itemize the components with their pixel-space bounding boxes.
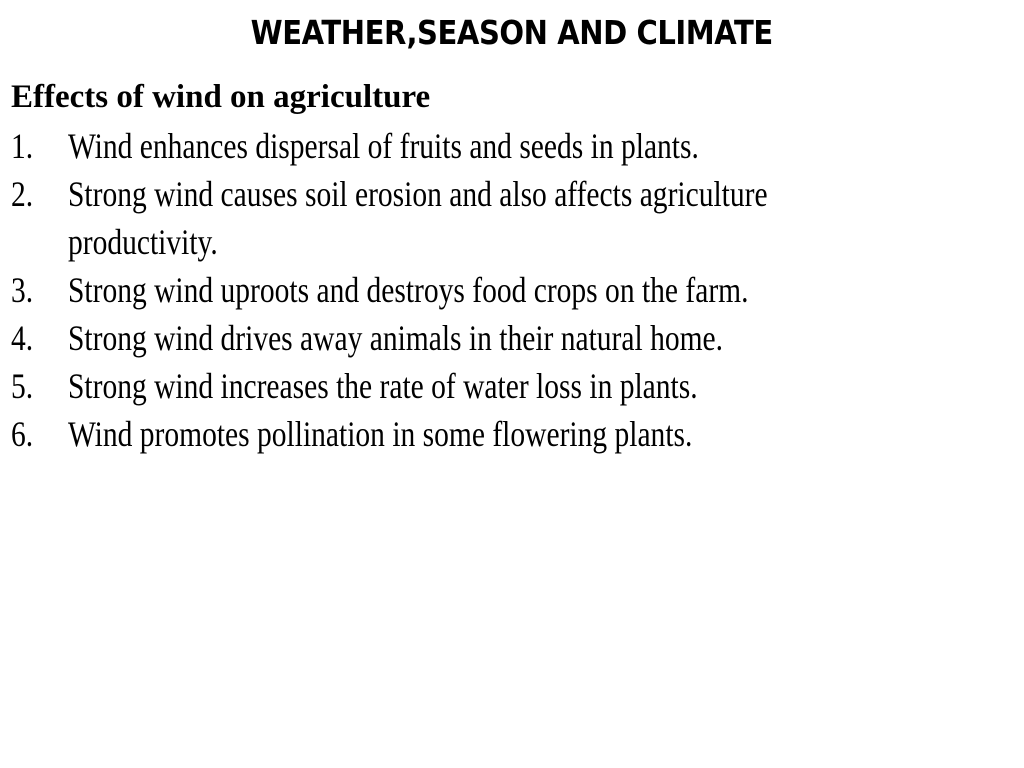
list-item-text: Strong wind causes soil erosion and also affects agriculture [68,174,768,214]
list-item-text-continued: productivity. [68,222,218,262]
list-item-number: 6. [11,414,34,454]
list-item-number: 3. [11,270,34,310]
list-item [11,122,921,170]
list-item-text: Strong wind increases the rate of water loss in plants. [68,366,698,406]
list-item [11,170,921,266]
list-item-text: Wind promotes pollination in some flowering plants. [68,414,693,454]
list-item [11,266,921,314]
list-item-number: 2. [11,174,34,214]
list-item [11,362,921,410]
list-item-number: 1. [11,126,34,166]
section-heading: Effects of wind on agriculture [11,79,431,115]
list-item [11,314,921,362]
list-item-number: 5. [11,366,34,406]
list-item-text: Strong wind drives away animals in their natural home. [68,318,724,358]
list-item-number: 4. [11,318,34,358]
slide-title-text: WEATHER,SEASON AND CLIMATE [250,13,774,52]
list-item-text: Strong wind uproots and destroys food crops on the farm. [68,270,749,310]
slide-title [0,10,1024,56]
effects-list [11,122,921,458]
list-item [11,410,921,458]
list-item-text: Wind enhances dispersal of fruits and seeds in plants. [68,126,699,166]
